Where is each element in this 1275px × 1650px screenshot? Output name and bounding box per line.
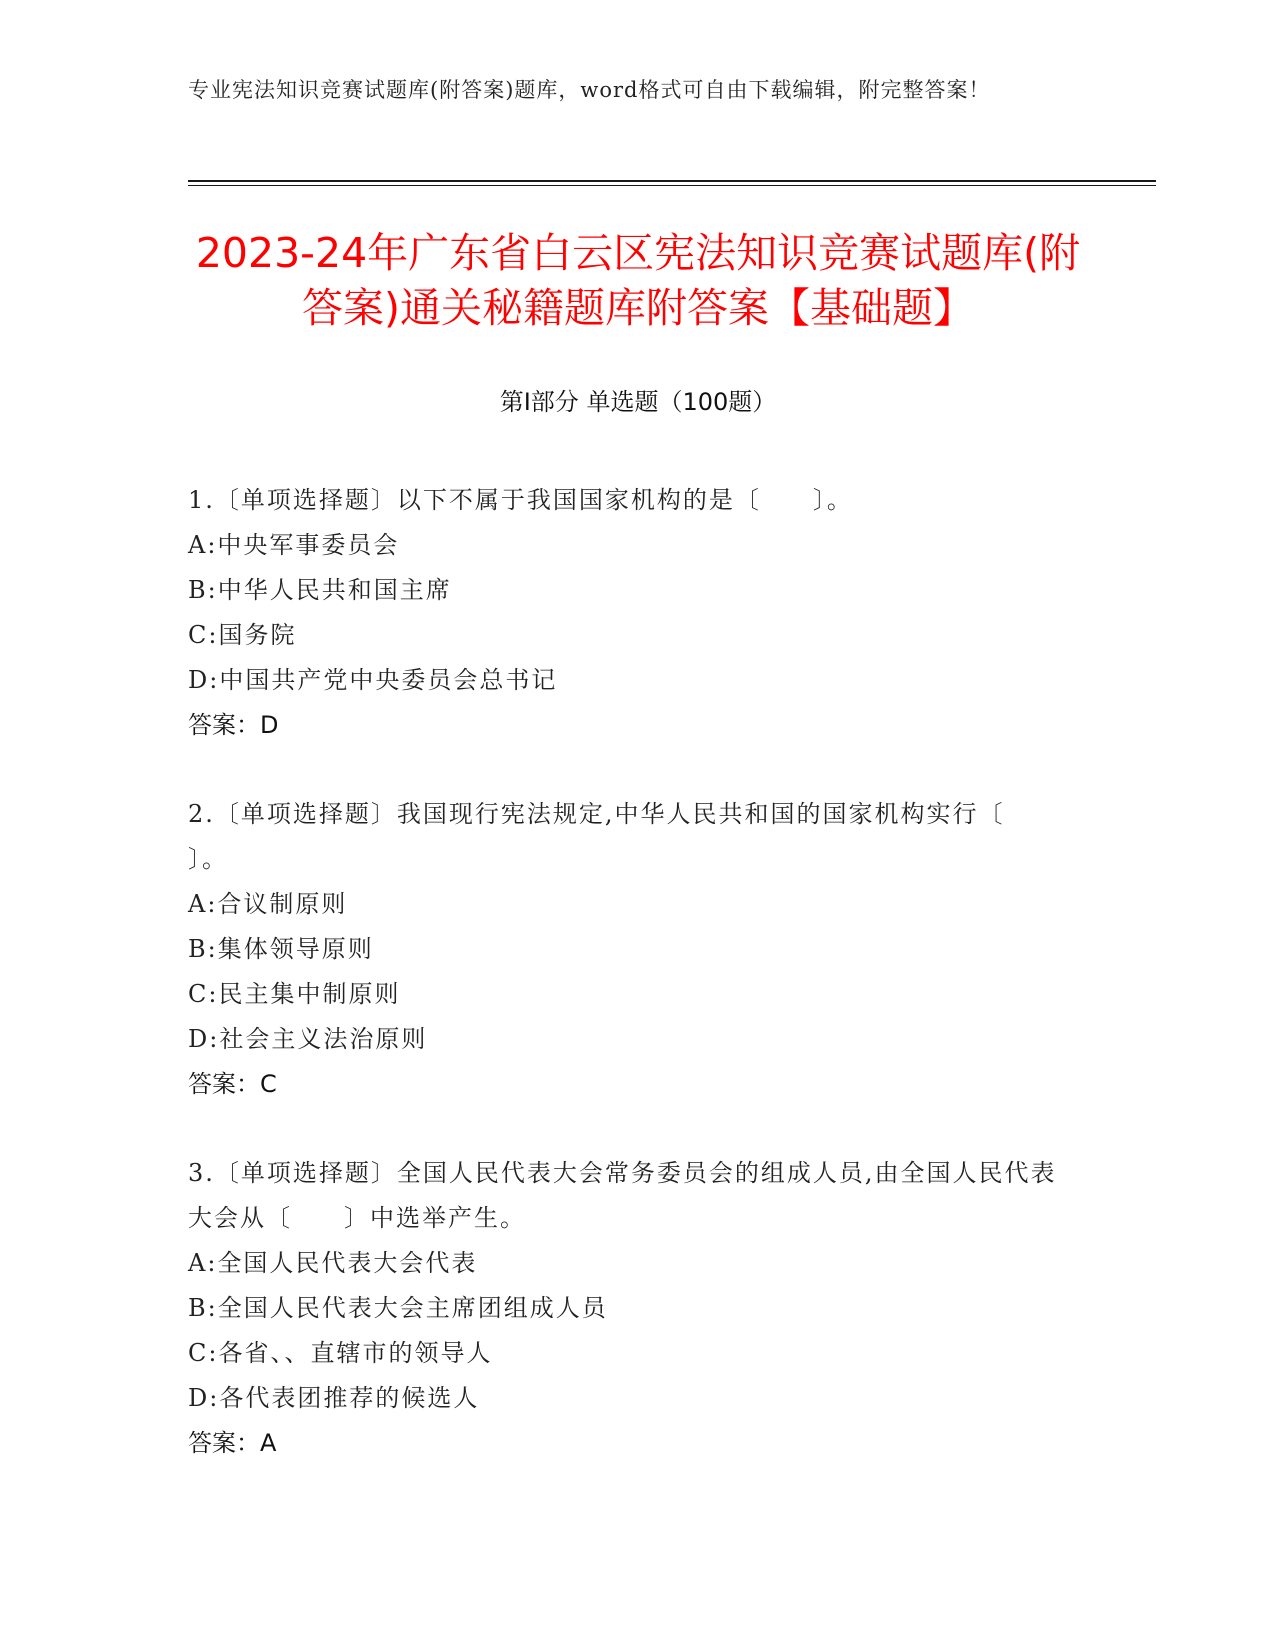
option-b: B:全国人民代表大会主席团组成人员 <box>188 1294 608 1322</box>
question-stem: 3.〔单项选择题〕全国人民代表大会常务委员会的组成人员,由全国人民代表大会从〔 〕中选举产生。 <box>188 1159 1057 1232</box>
answer-line: 答案：A <box>188 1429 277 1457</box>
question-list <box>188 478 1078 1510</box>
option-a: A:合议制原则 <box>188 890 348 918</box>
question-stem: 1.〔单项选择题〕以下不属于我国国家机构的是〔 〕。 <box>188 486 853 514</box>
section-heading: 第Ⅰ部分 单选题（100题） <box>499 388 777 416</box>
option-d: D:中国共产党中央委员会总书记 <box>188 666 558 694</box>
question-stem: 2.〔单项选择题〕我国现行宪法规定,中华人民共和国的国家机构实行〔 〕。 <box>188 800 1057 873</box>
option-a: A:全国人民代表大会代表 <box>188 1249 478 1277</box>
option-a: A:中央军事委员会 <box>188 531 400 559</box>
answer-line: 答案：C <box>188 1070 277 1098</box>
answer-line: 答案：D <box>188 711 279 739</box>
header-divider-thin <box>188 185 1156 186</box>
option-d: D:各代表团推荐的候选人 <box>188 1384 480 1412</box>
question-item <box>188 1151 1078 1466</box>
option-d: D:社会主义法治原则 <box>188 1025 428 1053</box>
option-c: C:民主集中制原则 <box>188 980 401 1008</box>
option-b: B:集体领导原则 <box>188 935 374 963</box>
question-item <box>188 792 1078 1107</box>
header-divider-thick <box>188 180 1156 182</box>
option-c: C:国务院 <box>188 621 297 649</box>
question-item <box>188 478 1078 748</box>
header-note: 专业宪法知识竞赛试题库(附答案)题库，word格式可自由下载编辑，附完整答案！ <box>188 78 991 102</box>
option-b: B:中华人民共和国主席 <box>188 576 452 604</box>
option-c: C:各省、、直辖市的领导人 <box>188 1339 493 1367</box>
document-title: 2023-24年广东省白云区宪法知识竞赛试题库(附答案)通关秘籍题库附答案【基础题】 <box>195 229 1081 332</box>
